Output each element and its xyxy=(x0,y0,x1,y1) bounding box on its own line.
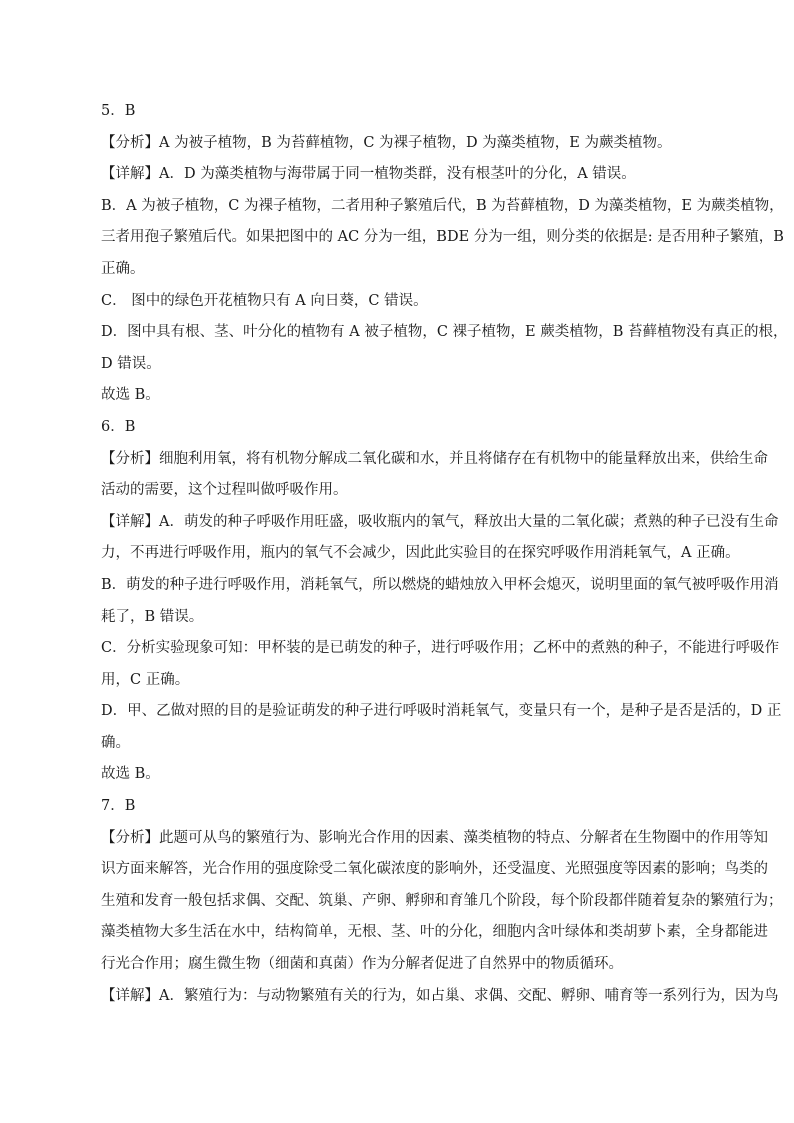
text-line: C．分析实验现象可知：甲杯装的是已萌发的种子，进行呼吸作用；乙杯中的煮熟的种子，不能进行呼吸作 xyxy=(101,640,780,657)
analysis-line: 【分析】A 为被子植物，B 为苔藓植物，C 为裸子植物，D 为藻类植物，E 为蕨类植物。 xyxy=(101,134,672,151)
analysis-line: 【分析】细胞利用氧，将有机物分解成二氧化碳和水，并且将储存在有机物中的能量释放出来，供给生命 xyxy=(101,450,768,467)
explanation-line: 【详解】A．繁殖行为：与动物繁殖有关的行为，如占巢、求偶、交配、孵卵、哺育等一系列行为，因为鸟 xyxy=(101,987,779,1004)
answer-heading-5: 5．B xyxy=(101,103,136,119)
text-line: D．甲、乙做对照的目的是验证萌发的种子进行呼吸时消耗氧气，变量只有一个，是种子是否是活的，D 正 xyxy=(101,703,782,720)
text-line: 耗了，B 错误。 xyxy=(101,608,204,625)
answer-heading-6: 6．B xyxy=(101,418,136,435)
text-line: D．图中具有根、茎、叶分化的植物有 A 被子植物，C 裸子植物，E 蕨类植物，B 苔藓植物没有真正的根， xyxy=(101,324,788,341)
analysis-line: 【分析】此题可从鸟的繁殖行为、影响光合作用的因素、藻类植物的特点、分解者在生物圈中的作用等知 xyxy=(101,829,768,846)
text-line: 藻类植物大多生活在水中，结构简单，无根、茎、叶的分化，细胞内含叶绿体和类胡萝卜素，全身都能进 xyxy=(101,924,768,941)
answer-heading-7: 7．B xyxy=(101,798,136,815)
text-line: 行光合作用；腐生微生物（细菌和真菌）作为分解者促进了自然界中的物质循环。 xyxy=(101,956,623,973)
conclusion-line: 故选 B。 xyxy=(101,766,160,783)
explanation-line: 【详解】A．D 为藻类植物与海带属于同一植物类群，没有根茎叶的分化，A 错误。 xyxy=(101,166,636,183)
text-line: 生殖和发育一般包括求偶、交配、筑巢、产卵、孵卵和育雏几个阶段，每个阶段都伴随着复杂的繁殖行为； xyxy=(101,892,783,909)
text-line: 用，C 正确。 xyxy=(101,671,190,688)
text-line: 识方面来解答，光合作用的强度除受二氧化碳浓度的影响外，还受温度、光照强度等因素的影响；鸟类的 xyxy=(101,861,768,878)
text-line: 三者用孢子繁殖后代。如果把图中的 AC 分为一组，BDE 分为一组，则分类的依据是: 是否用种子繁殖，B xyxy=(101,229,784,246)
text-line: C． 图中的绿色开花植物只有 A 向日葵，C 错误。 xyxy=(101,292,428,309)
text-line: B．萌发的种子进行呼吸作用，消耗氧气，所以燃烧的蜡烛放入甲杯会熄灭，说明里面的氧气被呼吸作用消 xyxy=(101,576,779,593)
text-line: D 错误。 xyxy=(101,355,161,372)
text-line: 正确。 xyxy=(101,260,145,277)
text-line: 活动的需要，这个过程叫做呼吸作用。 xyxy=(101,482,348,499)
text-line: B．A 为被子植物，C 为裸子植物，二者用种子繁殖后代，B 为苔藓植物，D 为藻类植物，E 为蕨类植物， xyxy=(101,197,784,214)
text-line: 确。 xyxy=(101,734,130,751)
conclusion-line: 故选 B。 xyxy=(101,387,160,404)
text-line: 力，不再进行呼吸作用，瓶内的氧气不会减少，因此此实验目的在探究呼吸作用消耗氧气，A 正确。 xyxy=(101,545,740,562)
explanation-line: 【详解】A．萌发的种子呼吸作用旺盛，吸收瓶内的氧气，释放出大量的二氧化碳；煮熟的种子已没有生命 xyxy=(101,513,779,530)
